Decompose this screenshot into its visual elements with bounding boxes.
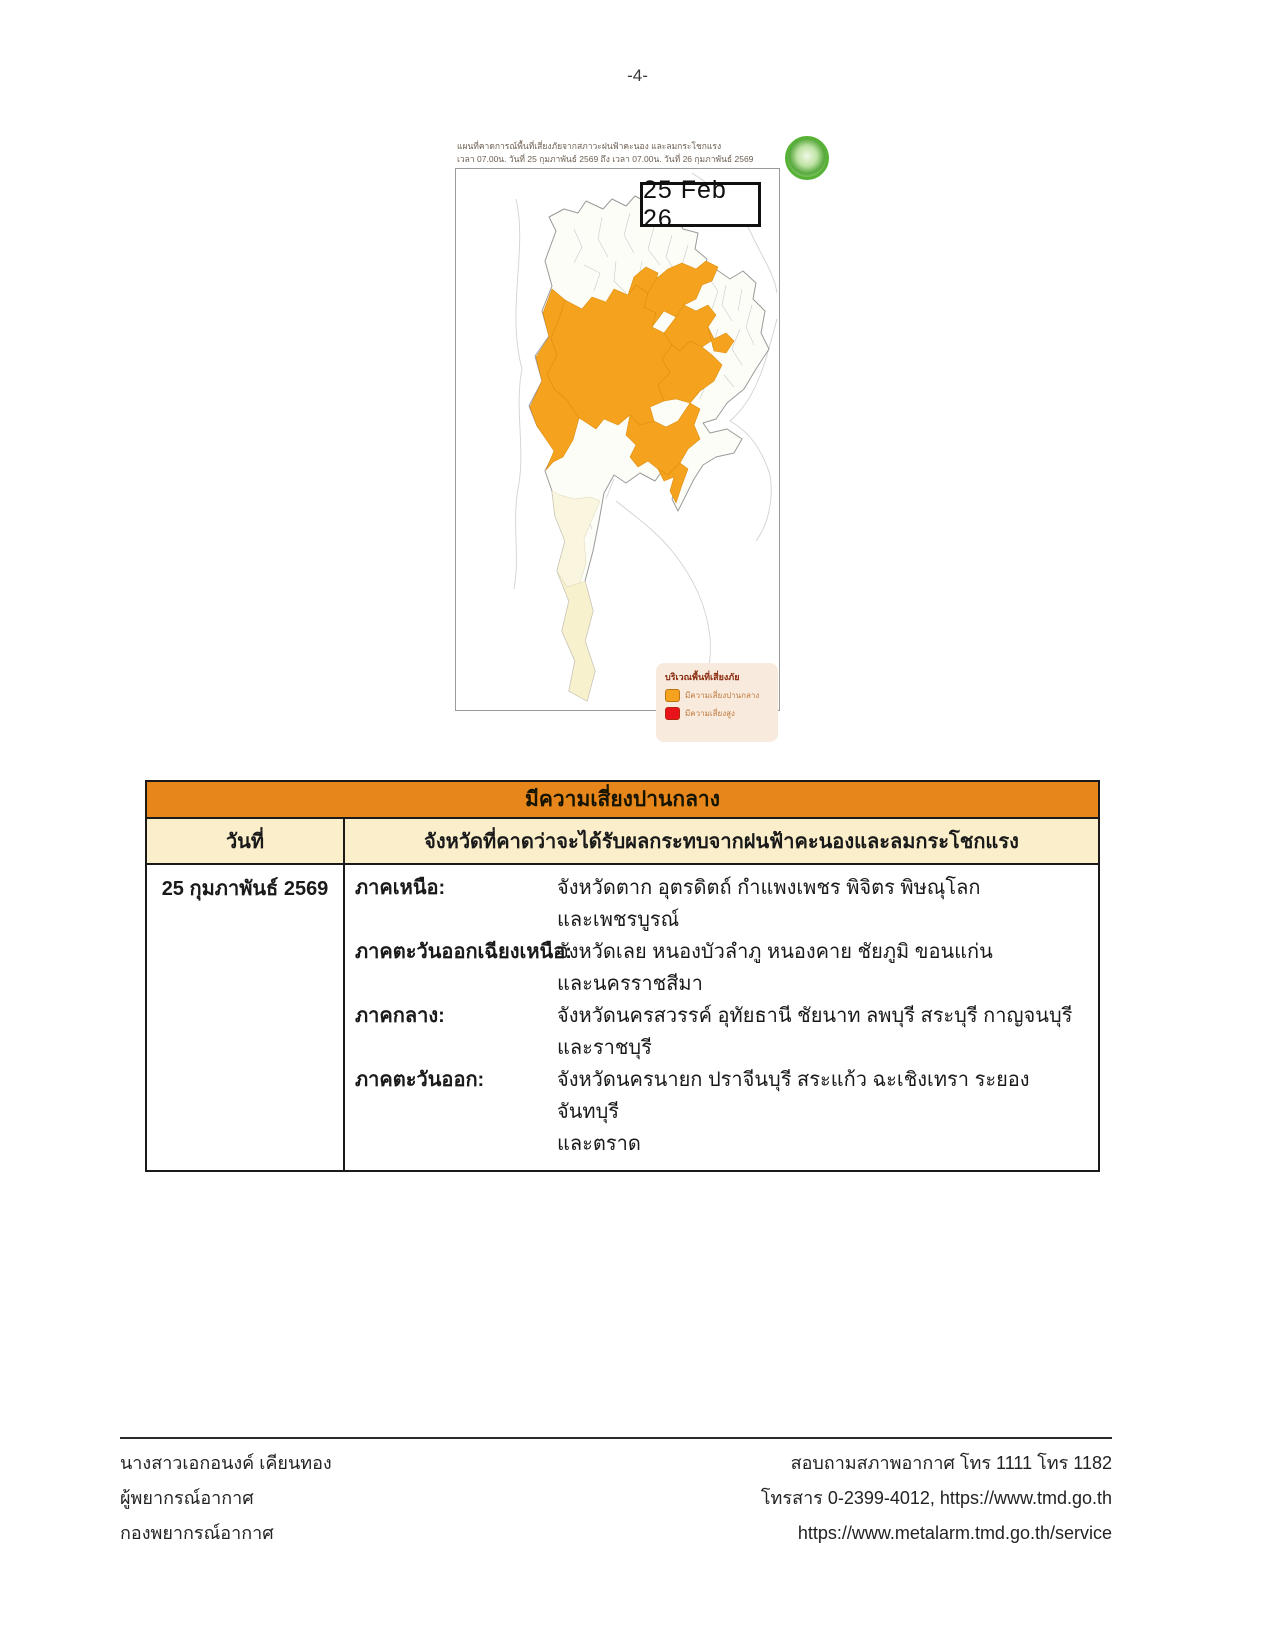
risk-table-title: มีความเสี่ยงปานกลาง [147,782,1098,819]
forecaster-name: นางสาวเอกอนงค์ เคียนทอง [120,1453,332,1473]
map-legend-title: บริเวณพื้นที่เสี่ยงภัย [665,672,740,682]
legend-item-high [665,707,771,720]
region-label: ภาคตะวันออก: [355,1069,485,1091]
map-caption [457,140,753,166]
footer-right [761,1446,1112,1551]
province-line: จังหวัดตาก อุตรดิตถ์ กำแพงเพชร พิจิตร พิษณุโลก [557,877,981,899]
region-provinces [557,1000,1090,1064]
province-line: จังหวัดนครนายก ปราจีนบุรี สระแก้ว ฉะเชิงเทรา ระยอง จันทบุรี [557,1069,1030,1123]
footer-left [120,1446,332,1551]
province-line: จังหวัดเลย หนองบัวลำภู หนองคาย ชัยภูมิ ขอนแก่น [557,941,993,963]
high-risk-swatch [665,707,680,720]
province-line: จังหวัดนครสวรรค์ อุทัยธานี ชัยนาท ลพบุรี สระบุรี กาญจนบุรี [557,1005,1073,1027]
moderate-risk-swatch [665,689,680,702]
legend-item-moderate [665,689,771,702]
map-legend [656,663,778,742]
region-label: ภาคกลาง: [355,1005,445,1027]
region-row-north [355,872,1090,936]
legend-label-moderate: มีความเสี่ยงปานกลาง [685,691,760,700]
map-caption-line2: เวลา 07.00น. วันที่ 25 กุมภาพันธ์ 2569 ถึง เวลา 07.00น. วันที่ 26 กุมภาพันธ์ 2569 [457,154,754,164]
region-row-east [355,1064,1090,1160]
region-label: ภาคเหนือ: [355,877,446,899]
contact-service-url: https://www.metalarm.tmd.go.th/service [797,1523,1112,1543]
map-date-label: 25 Feb 26 [640,182,761,227]
provinces-cell [345,865,1098,1170]
forecast-map [455,136,835,716]
contact-fax-website: โทรสาร 0-2399-4012, https://www.tmd.go.th [760,1488,1112,1508]
page-footer [120,1437,1112,1551]
province-line: และเพชรบูรณ์ [557,909,680,931]
province-line: และตราด [557,1133,641,1155]
contact-phone: สอบถามสภาพอากาศ โทร 1111 โทร 1182 [790,1453,1112,1473]
risk-table-header-row [147,819,1098,865]
thailand-map-svg [456,169,779,710]
page-number: -4- [627,66,648,85]
map-caption-line1: แผนที่คาดการณ์พื้นที่เสี่ยงภัยจากสภาวะฝนฟ้าคะนอง และลมกระโชกแรง [457,141,722,151]
legend-label-high: มีความเสี่ยงสูง [685,709,735,718]
forecaster-division: กองพยากรณ์อากาศ [120,1523,274,1543]
column-header-provinces: จังหวัดที่คาดว่าจะได้รับผลกระทบจากฝนฟ้าคะนองและลมกระโชกแรง [424,831,1019,853]
region-provinces [557,1064,1090,1160]
column-header-date: วันที่ [147,819,345,863]
region-row-central [355,1000,1090,1064]
province-line: และราชบุรี [557,1037,652,1059]
region-row-northeast [355,936,1090,1000]
region-provinces [557,936,1090,1000]
tmd-logo-icon [785,136,829,180]
date-cell: 25 กุมภาพันธ์ 2569 [147,865,345,1170]
province-line: และนครราชสีมา [557,973,703,995]
thailand-map-frame [455,168,780,718]
risk-table-body-row [147,865,1098,1170]
risk-table [145,780,1100,1172]
region-label: ภาคตะวันออกเฉียงเหนือ: [355,941,572,963]
forecaster-title: ผู้พยากรณ์อากาศ [120,1488,254,1508]
region-provinces [557,872,1090,936]
